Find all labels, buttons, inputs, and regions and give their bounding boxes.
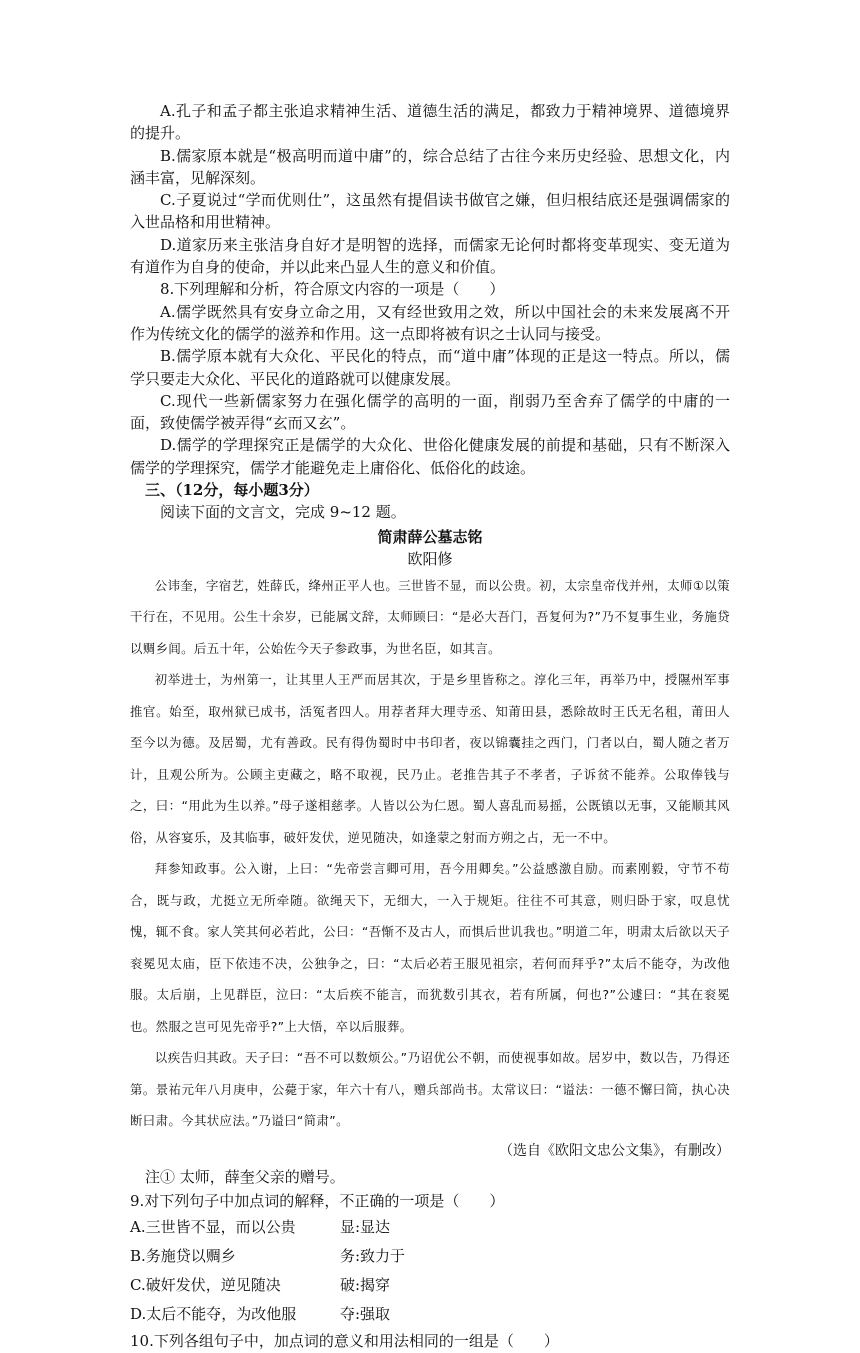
question-10-stem: 10.下列各组句子中，加点词的意义和用法相同的一组是（ ）	[130, 1331, 559, 1350]
question-8-option-c: C.现代一些新儒家努力在强化儒学的高明的一面，削弱乃至舍弃了儒学的中庸的一面，致使儒学被弄得“玄而又玄”。	[130, 391, 730, 433]
option-d-text: D.道家历来主张洁身自好才是明智的选择，而儒家无论何时都将变革现实、变无道为有道作为自身的使命，并以此来凸显人生的意义和价值。	[130, 235, 730, 277]
option-sentence: D.太后不能夺，为改他服	[130, 1304, 297, 1323]
option-gloss: 破:揭穿	[340, 1275, 391, 1294]
section-3-heading: 三、（12分，每小题3分）	[145, 481, 319, 500]
classical-paragraph-4: 以疾告归其政。天子曰：“吾不可以数烦公。”乃诏优公不朝，而使视事如故。居岁中，数以告，乃得还第。景祐元年八月庚申，公薨于家，年六十有八，赠兵部尚书。太常议曰：“谥法：一德不懈曰简，执心决断曰肃。今其状应法。”乃谥曰“简肃”。	[130, 1050, 730, 1129]
option-gloss: 务:致力于	[340, 1246, 406, 1265]
passage-author: 欧阳修	[407, 549, 453, 568]
classical-paragraph-3: 拜参知政事。公入谢，上曰：“先帝尝言卿可用，吾今用卿矣。”公益感激自励。而素刚毅，守节不苟合，既与政，尤挺立无所牵随。欲绳天下，无细大，一入于规矩。往往不可其意，则归卧于家，叹息忧愧，辄不食。家人笑其何必若此，公曰：“吾惭不及古人，而惧后世讥我也。”明道二年，明肃太后欲以天子衮冕见太庙，臣下依违不决，公独争之，曰：“太后必若王服见祖宗，若何而拜乎?”太后不能夺，为改他服。太后崩，上见群臣，泣曰：“太后疾不能言，而犹数引其衣，若有所属，何也?”公遽曰：“其在衮冕也。然服之岂可见先帝乎?”上大悟，卒以后服葬。	[130, 861, 730, 1034]
question-8-option-b: B.儒学原本就有大众化、平民化的特点，而“道中庸”体现的正是这一特点。所以，儒学只要走大众化、平民化的道路就可以健康发展。	[130, 347, 730, 388]
option-gloss: 显:显达	[340, 1217, 391, 1236]
option-b-text: B.儒家原本就是“极高明而道中庸”的，综合总结了古往今来历史经验、思想文化，内涵丰富，见解深刻。	[130, 146, 730, 187]
option-c-text: C.子夏说过“学而优则仕”，这虽然有提倡读书做官之嫌，但归根结底还是强调儒家的入世品格和用世精神。	[130, 191, 730, 232]
footnote: 注① 太师，薛奎父亲的赠号。	[145, 1167, 345, 1186]
question-9-option-a	[130, 1213, 730, 1242]
option-sentence: A.三世皆不显，而以公贵	[130, 1217, 296, 1236]
question-8-option-a: A.儒学既然具有安身立命之用，又有经世致用之效，所以中国社会的未来发展离不开作为传统文化的儒学的滋养和作用。这一点即将被有识之士认同与接受。	[130, 302, 730, 343]
option-gloss: 夺:强取	[340, 1304, 391, 1323]
option-a-text: A.孔子和孟子都主张追求精神生活、道德生活的满足，都致力于精神境界、道德境界的提升。	[130, 102, 730, 143]
source-citation: （选自《欧阳文忠公文集》，有删改）	[499, 1142, 730, 1159]
question-9-option-b	[130, 1242, 730, 1271]
option-sentence: B.务施贷以赒乡	[130, 1246, 236, 1265]
question-9-option-d	[130, 1300, 730, 1329]
question-8-option-d: D.儒学的学理探究正是儒学的大众化、世俗化健康发展的前提和基础，只有不断深入儒学的学理探究，儒学才能避免走上庸俗化、低俗化的歧途。	[130, 436, 730, 477]
question-9-stem: 9.对下列句子中加点词的解释，不正确的一项是（ ）	[130, 1191, 505, 1210]
exam-page	[130, 100, 730, 1353]
option-sentence: C.破奸发伏，逆见随决	[130, 1275, 281, 1294]
question-9-option-c	[130, 1271, 730, 1300]
classical-paragraph-1: 公讳奎，字宿艺，姓薛氏，绛州正平人也。三世皆不显，而以公贵。初，太宗皇帝伐并州，太师①以策干行在，不见用。公生十余岁，已能属文辞，太师顾曰：“是必大吾门，吾复何为?”乃不复事生业，务施贷以赒乡闾。后五十年，公始佐今天子参政事，为世名臣，如其言。	[130, 577, 730, 656]
section-3-instruction: 阅读下面的文言文，完成 9~12 题。	[160, 503, 406, 522]
classical-paragraph-2: 初举进士，为州第一，让其里人王严而居其次，于是乡里皆称之。淳化三年，再举乃中，授隰州军事推官。始至，取州狱已成书，活冤者四人。用荐者拜大理寺丞、知莆田县，悉除故时王氏无名租，莆田人至今以为德。及居蜀，尤有善政。民有得伪蜀时中书印者，夜以锦囊挂之西门，门者以白，蜀人随之者万计，且观公所为。公顾主吏藏之，略不取视，民乃止。老推告其子不孝者，子诉贫不能养。公取俸钱与之，曰：“用此为生以养。”母子遂相慈孝。人皆以公为仁恩。蜀人喜乱而易摇，公既镇以无事，又能顺其风俗，从容宴乐，及其临事，破奸发伏，逆见随决，如逢蒙之射而方朔之占，无一不中。	[130, 672, 730, 845]
question-8-stem: 8.下列理解和分析，符合原文内容的一项是（ ）	[160, 280, 505, 299]
passage-title: 简肃薛公墓志铭	[377, 527, 483, 546]
